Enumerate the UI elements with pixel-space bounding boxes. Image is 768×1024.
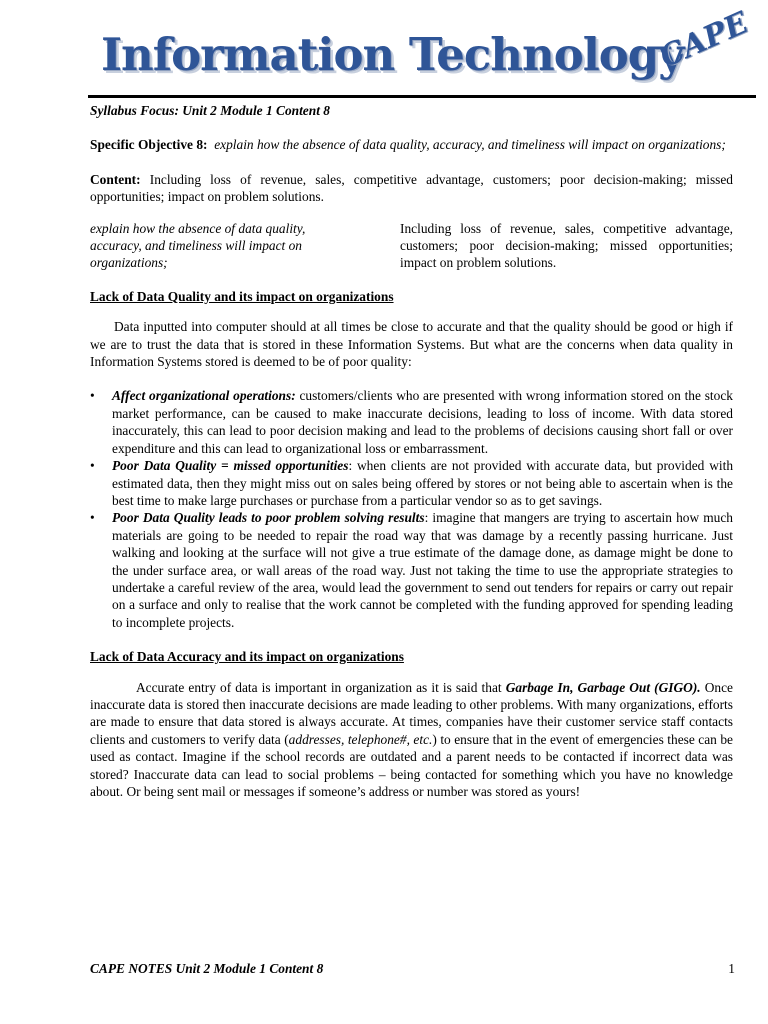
accuracy-text-end: ) to ensure that in the event of emergencies these can be used as contact. Imagine if the school records are outdated and a parent needs to be contacted if incorrect data was stored? Inaccurate data can lead to social problems – being contacted for something which you have no knowledge about. Or being sent mail or messages if someone’s address or number was stored as yours! <box>90 731 733 799</box>
section-heading-quality: Lack of Data Quality and its impact on organizations <box>90 288 394 304</box>
document-body <box>90 102 733 800</box>
section-heading-accuracy: Lack of Data Accuracy and its impact on organizations <box>90 649 404 665</box>
page-header <box>97 5 757 102</box>
bullet-lead: Poor Data Quality = missed opportunities <box>112 458 349 474</box>
contact-examples: addresses, telephone#, etc. <box>288 731 433 747</box>
table-content-cell: Including loss of revenue, sales, competitive advantage, customers; poor decision-making; missed opportunities; impact on problem solutions. <box>400 220 733 271</box>
specific-objective <box>90 136 733 153</box>
quality-bullet-list <box>90 387 733 631</box>
bullet-text: : when clients are not provided with accurate data, but provided with estimated data, then they might miss out on sales being offered by stores or not being able to ascertain when is the best time to make large purchases or purchase from a particular vendor so as to get savings. <box>112 458 734 508</box>
gigo-phrase: Garbage In, Garbage Out (GIGO). <box>505 679 701 695</box>
objective-label: Specific Objective 8: <box>90 137 208 153</box>
bullet-lead: Poor Data Quality leads to poor problem solving results <box>112 510 425 526</box>
header-rule <box>88 95 756 98</box>
page-footer <box>90 961 735 977</box>
accuracy-text-mid: Once inaccurate data is stored then inaccurate decisions are made leading to other problems. With many organizations, efforts are made to ensure that data stored is always accurate. At times, companies have their customer service staff contacts clients and customers to verify data ( <box>90 679 733 747</box>
footer-label: CAPE NOTES Unit 2 Module 1 Content 8 <box>90 961 324 976</box>
quality-intro-paragraph: Data inputted into computer should at all times be close to accurate and that the quality should be good or high if we are to trust the data that is stored in these Information Systems. But what are the concerns when data quality in Information Systems stored is deemed to be of poor quality: <box>90 319 733 370</box>
content-summary <box>90 171 733 206</box>
bullet-lead: Affect organizational operations: <box>112 388 296 404</box>
document-title: Information Technology <box>101 28 684 81</box>
list-item <box>90 387 733 457</box>
content-text: Including loss of revenue, sales, competitive advantage, customers; poor decision-making; missed opportunities; impact on problem solutions. <box>90 171 733 205</box>
syllabus-focus: Syllabus Focus: Unit 2 Module 1 Content 8 <box>90 103 330 118</box>
bullet-icon: • <box>90 510 95 526</box>
bullet-icon: • <box>90 458 95 474</box>
bullet-text: : imagine that mangers are trying to ascertain how much materials are going to be needed to repair the road way that was damage by a recently passing hurricane. Just walking and looking at the surface will not give a true estimate of the damage done, as damage might be done to the under surface area, or wall areas of the road way. Just not taking the time to use the appropriate strategies to undertake a careful review of the area, would lead the government to send out tenders for repairs or carry out repair on a surface and only to realise that the work cannot be completed with the funding approved for spending leading to incomplete projects. <box>112 510 733 630</box>
table-objective-cell: explain how the absence of data quality, accuracy, and timeliness will impact on organizations; <box>90 220 306 271</box>
accuracy-paragraph <box>90 679 733 801</box>
bullet-text: customers/clients who are presented with wrong information stored on the stock market performance, can be caused to make inaccurate decisions, leading to loss of income. With data stored inaccurately, this can lead to poor decision making and lead to the problems of decisions causing short fall or over expenditure and this can lead to organizational loss or embarrassment. <box>112 388 733 456</box>
accuracy-text-start: Accurate entry of data is important in organization as it is said that <box>136 679 506 695</box>
cape-logo: CAPE <box>654 5 754 75</box>
list-item <box>90 509 733 631</box>
objective-content-table <box>90 220 733 272</box>
objective-text: explain how the absence of data quality, accuracy, and timeliness will impact on organizations; <box>214 137 726 153</box>
page-number: 1 <box>728 961 735 976</box>
list-item <box>90 457 733 509</box>
bullet-icon: • <box>90 388 95 404</box>
content-label: Content: <box>90 171 141 187</box>
